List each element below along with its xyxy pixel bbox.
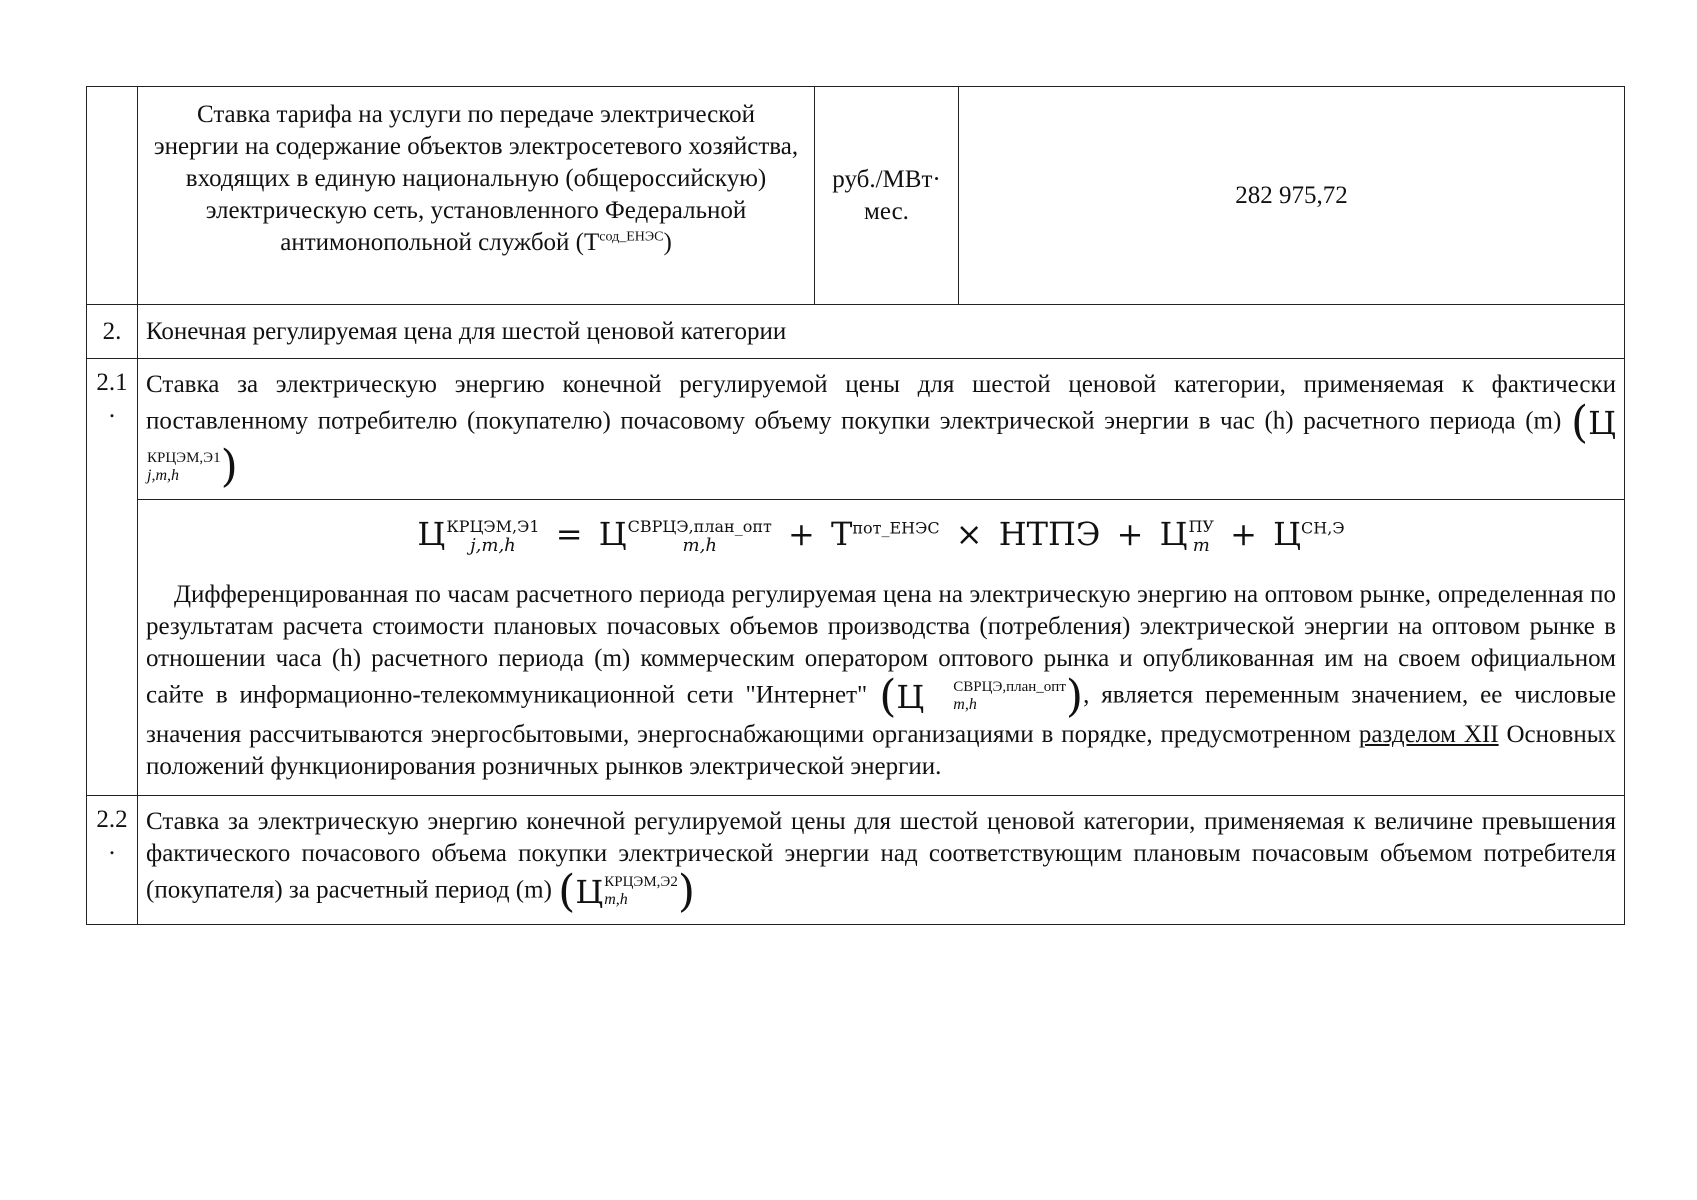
formula-equals: = [555, 515, 583, 553]
tariff-description-sup: сод_ЕНЭС [599, 229, 664, 245]
formula-lhs-scripts [446, 516, 540, 556]
row-number-2-2-top: 2.2 [96, 805, 128, 833]
explanation-symbol-sub: m,h [953, 696, 977, 713]
formula-t2-sup: пот_ЕНЭС [852, 518, 940, 538]
tariff-unit-line1: руб./МВт· [832, 165, 941, 193]
row-2-2-symbol: Ц [575, 872, 604, 911]
tariff-unit-cell [815, 87, 959, 305]
explanation-symbol-scripts [925, 680, 1066, 713]
row-2-2-symbol-sub: m,h [604, 891, 628, 908]
row-2-title: Конечная регулируемая цена для шестой ценовой категории [146, 317, 787, 345]
tariff-value-cell [959, 87, 1625, 305]
tariff-description-cell [138, 87, 815, 305]
row-2-title-cell [138, 305, 1625, 359]
formula-plus-3: + [1230, 515, 1257, 553]
formula-cell [138, 500, 1625, 796]
open-paren: ( [1570, 397, 1589, 448]
formula-explanation [146, 579, 1616, 783]
tariff-description: Ставка тарифа на услуги по передаче электрической энергии на содержание объектов электросетевого хозяйства, входящих в единую национальную (общероссийскую) электрическую сеть, установленного Федеральной антимонопольной службой (Т [153, 101, 799, 256]
price-symbol-sup: КРЦЭМ,Э1 [147, 449, 221, 466]
table-row-2-1-formula [87, 500, 1625, 796]
formula-lhs-symbol: Ц [417, 515, 446, 553]
explanation-symbol-sup: СВРЦЭ,план_опт [953, 679, 1066, 695]
close-paren: ) [220, 441, 238, 492]
formula-lhs-sub: j,m,h [470, 534, 516, 556]
row-2-2-text-cell [138, 795, 1625, 924]
row-number-2: 2. [87, 305, 138, 359]
table-row-2 [87, 305, 1625, 359]
tariff-table-page [86, 86, 1624, 925]
row-number-2-1-top: 2.1 [96, 369, 128, 396]
formula-t2-symbol: Т [831, 515, 853, 553]
row-2-2-text: Ставка за электрическую энергию конечной регулируемой цены для шестой ценовой категории, применяемая к величине превышения фактического почасового объема покупки электрической энергии над соответствующим плановым почасовым объемом потребителя (покупателя) за расчетный период (m) [146, 807, 1616, 904]
formula-t1-scripts [627, 516, 772, 556]
formula-lhs-sup: КРЦЭМ,Э1 [446, 516, 540, 536]
tariff-description-end: ) [663, 229, 672, 256]
price-formula [146, 504, 1616, 561]
row-number-2-1 [87, 359, 138, 796]
formula-t4-scripts [1188, 516, 1214, 556]
formula-t5-symbol: Ц [1273, 515, 1302, 553]
section-xii-link[interactable]: разделом XII [1358, 720, 1499, 748]
formula-t4-symbol: Ц [1159, 515, 1188, 553]
row-number-2-2-bottom: . [108, 832, 116, 860]
tariff-value: 282 975,72 [1235, 181, 1348, 209]
table-row-tariff-rate [87, 87, 1625, 305]
row-2-2-close-paren: ) [677, 865, 695, 917]
explanation-text-before: Дифференцированная по часам расчетного периода регулируемая цена на электрическую энергию на оптовом рынке, определенная по результатам расчета стоимости плановых почасовых объемов производства (потребления) электрической энергии на оптовом рынке в отношении часа (h) расчетного периода (m) коммерческим оператором оптового рынка и опубликованная им на своем официальном сайте в информационно-телекоммуникационной сети "Интернет" [146, 580, 1616, 709]
row-number-2-2 [87, 795, 138, 924]
row-number-empty [87, 87, 138, 305]
row-2-1-text: Ставка за электрическую энергию конечной регулируемой цены для шестой ценовой категории, применяемая к фактически поставленному потребителю (покупателю) почасовому объему покупки электрической энергии в час (h) расчетного периода (m) [146, 371, 1616, 435]
explanation-close-paren: ) [1065, 670, 1084, 722]
explanation-text-end: Основных положений функционирования розничных рынков электрической энергии. [146, 720, 1616, 780]
formula-t1-symbol: Ц [598, 515, 627, 553]
tariff-table [86, 86, 1625, 925]
row-2-2-open-paren: ( [558, 865, 576, 917]
row-number-2-1-bottom: . [108, 396, 116, 423]
row-2-2-symbol-scripts [604, 875, 678, 908]
explanation-text-after: , является переменным значением, ее числовые значения рассчитываются энергосбытовыми, энергоснабжающими организациями в порядке, предусмотренном [146, 681, 1616, 748]
row-2-1-text-cell [138, 359, 1625, 500]
explanation-open-paren: ( [879, 670, 897, 722]
formula-t1-sup: СВРЦЭ,план_опт [627, 516, 772, 536]
formula-plus-2: + [1116, 515, 1144, 553]
formula-t3: НТПЭ [998, 515, 1101, 553]
price-symbol: Ц [1588, 404, 1617, 442]
table-row-2-1 [87, 359, 1625, 500]
formula-t5-sup: СН,Э [1301, 518, 1345, 538]
row-2-2-symbol-sup: КРЦЭМ,Э2 [604, 874, 678, 890]
price-symbol-sub: j,m,h [147, 466, 179, 484]
formula-t1-sub: m,h [682, 534, 717, 556]
formula-t4-sub: m [1192, 534, 1210, 556]
explanation-symbol: Ц [896, 677, 925, 716]
tariff-unit-line2: мес. [864, 197, 909, 225]
formula-plus-1: + [788, 515, 815, 553]
price-symbol-scripts [147, 451, 221, 484]
table-row-2-2 [87, 795, 1625, 924]
formula-times: × [955, 515, 983, 553]
formula-t4-sup: ПУ [1188, 516, 1214, 536]
